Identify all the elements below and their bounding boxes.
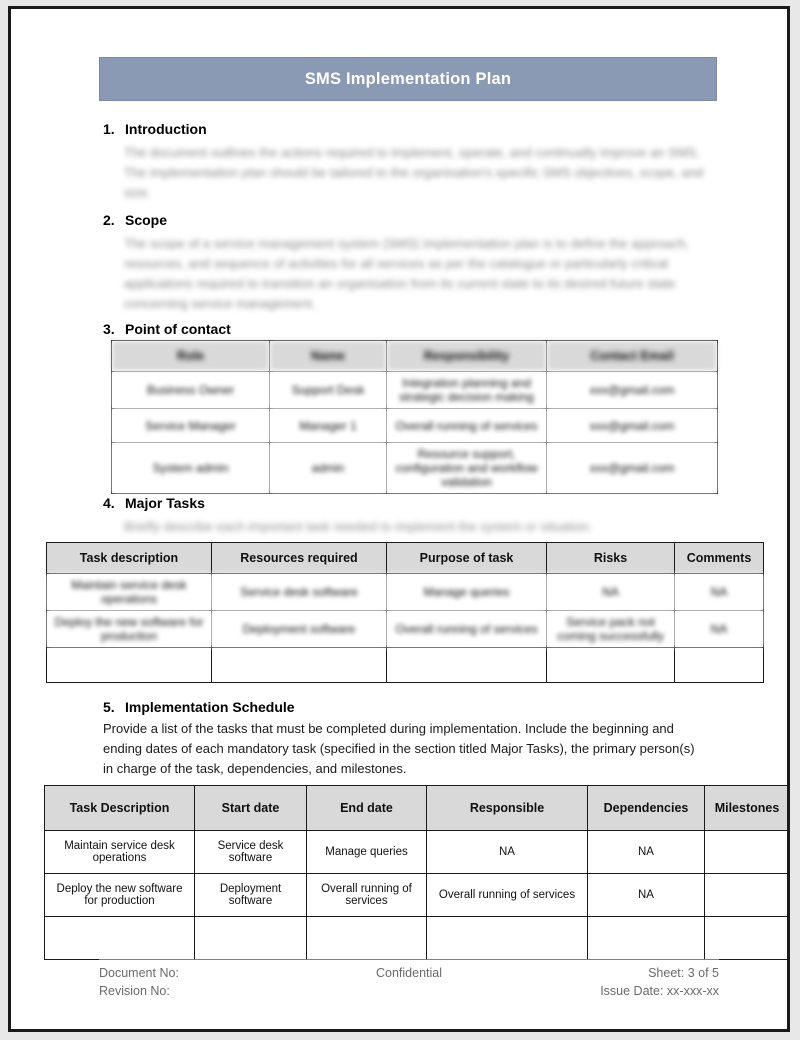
- table-row: [112, 443, 718, 494]
- cell-comments: NA: [675, 574, 764, 611]
- table-row: [45, 917, 790, 960]
- column-header-risks: Risks: [547, 543, 675, 574]
- column-header-task-description: Task description: [47, 543, 212, 574]
- column-header-responsibility: Responsibility: [387, 341, 547, 372]
- column-header-contact-email: Contact Email: [547, 341, 718, 372]
- implementation-schedule-line-1: Provide a list of the tasks that must be completed during implementation. Include the beginning and: [103, 721, 674, 736]
- table-row: [45, 831, 790, 874]
- implementation-schedule-body: [103, 719, 717, 779]
- cell-comments: [675, 648, 764, 683]
- column-header-end-date: End date: [307, 786, 427, 831]
- section-number: 4.: [103, 495, 115, 511]
- cell-milestones: [705, 831, 790, 874]
- section-title: Point of contact: [125, 321, 231, 337]
- cell-contact-email: xxx@gmail.com: [547, 443, 718, 494]
- cell-milestones: [705, 874, 790, 917]
- major-tasks-body: [124, 517, 717, 537]
- cell-name: Support Desk: [270, 372, 387, 409]
- section-number: 3.: [103, 321, 115, 337]
- cell-contact-email: xxx@gmail.com: [547, 409, 718, 443]
- table-row: [47, 648, 764, 683]
- footer-revision-no: Revision No:: [99, 984, 170, 998]
- cell-task-description: [45, 917, 195, 960]
- cell-risks: NA: [547, 574, 675, 611]
- document-title: SMS Implementation Plan: [304, 69, 512, 88]
- cell-risks: [547, 648, 675, 683]
- section-title: Major Tasks: [125, 495, 205, 511]
- implementation-schedule-table: [44, 785, 790, 960]
- table-row: [47, 574, 764, 611]
- document-title-banner: [99, 57, 717, 101]
- introduction-line-2: The implementation plan should be tailored to the organisation's specific SMS objectives, scope, and: [124, 165, 704, 180]
- scope-line-4: concerning service management.: [124, 296, 316, 311]
- section-heading-introduction: [103, 121, 207, 137]
- cell-name: admin: [270, 443, 387, 494]
- footer-divider: [99, 959, 719, 960]
- column-header-resources-required: Resources required: [212, 543, 387, 574]
- cell-responsibility: Resource support, configuration and workflow validation: [387, 443, 547, 494]
- section-title: Implementation Schedule: [125, 699, 295, 715]
- section-number: 2.: [103, 212, 115, 228]
- cell-purpose-of-task: [387, 648, 547, 683]
- table-row: [47, 611, 764, 648]
- cell-responsible: NA: [427, 831, 588, 874]
- cell-purpose-of-task: Overall running of services: [387, 611, 547, 648]
- cell-resources-required: Service desk software: [212, 574, 387, 611]
- scope-line-2: resources, and sequence of activities for all services as per the catalogue or particularly critical: [124, 256, 669, 271]
- cell-start-date: [195, 917, 307, 960]
- scope-line-1: The scope of a service management system (SMS) implementation plan is to define the approach,: [124, 236, 690, 251]
- section-number: 5.: [103, 699, 115, 715]
- cell-resources-required: Deployment software: [212, 611, 387, 648]
- cell-responsibility: Integration planning and strategic decision making: [387, 372, 547, 409]
- implementation-schedule-line-3: in charge of the task, dependencies, and milestones.: [103, 761, 407, 776]
- column-header-start-date: Start date: [195, 786, 307, 831]
- cell-resources-required: [212, 648, 387, 683]
- cell-task-description: Deploy the new software for production: [45, 874, 195, 917]
- cell-dependencies: NA: [588, 831, 705, 874]
- table-row: [45, 874, 790, 917]
- cell-risks: Service pack not coming successfully: [547, 611, 675, 648]
- cell-role: Service Manager: [112, 409, 270, 443]
- table-header-row: [47, 543, 764, 574]
- cell-name: Manager 1: [270, 409, 387, 443]
- cell-start-date: Deployment software: [195, 874, 307, 917]
- introduction-line-3: size.: [124, 185, 151, 200]
- cell-task-description: Maintain service desk operations: [45, 831, 195, 874]
- footer-sheet-number: Sheet: 3 of 5: [648, 966, 719, 980]
- cell-dependencies: [588, 917, 705, 960]
- footer-issue-date: Issue Date: xx-xxx-xx: [600, 984, 719, 998]
- column-header-role: Role: [112, 341, 270, 372]
- column-header-milestones: Milestones: [705, 786, 790, 831]
- cell-task-description: Maintain service desk operations: [47, 574, 212, 611]
- section-title: Scope: [125, 212, 168, 228]
- cell-task-description: Deploy the new software for production: [47, 611, 212, 648]
- cell-task-description: [47, 648, 212, 683]
- page-footer: [99, 964, 719, 1000]
- cell-role: System admin: [112, 443, 270, 494]
- cell-responsible: [427, 917, 588, 960]
- introduction-body: [124, 143, 717, 203]
- cell-purpose-of-task: Manage queries: [387, 574, 547, 611]
- cell-responsibility: Overall running of services: [387, 409, 547, 443]
- column-header-task-description: Task Description: [45, 786, 195, 831]
- footer-confidential: Confidential: [375, 966, 442, 980]
- column-header-name: Name: [270, 341, 387, 372]
- point-of-contact-table: [111, 340, 718, 494]
- section-heading-point-of-contact: [103, 321, 231, 337]
- cell-dependencies: NA: [588, 874, 705, 917]
- column-header-dependencies: Dependencies: [588, 786, 705, 831]
- document-page: [8, 6, 790, 1032]
- cell-start-date: Service desk software: [195, 831, 307, 874]
- column-header-purpose-of-task: Purpose of task: [387, 543, 547, 574]
- footer-document-no: Document No:: [99, 966, 179, 980]
- introduction-line-1: The document outlines the actions required to implement, operate, and continually improve an SMS.: [124, 145, 700, 160]
- column-header-comments: Comments: [675, 543, 764, 574]
- cell-contact-email: xxx@gmail.com: [547, 372, 718, 409]
- table-row: [112, 409, 718, 443]
- cell-role: Business Owner: [112, 372, 270, 409]
- cell-comments: NA: [675, 611, 764, 648]
- cell-end-date: Overall running of services: [307, 874, 427, 917]
- section-number: 1.: [103, 121, 115, 137]
- major-tasks-line-1: Briefly describe each important task needed to implement the system or situation.: [124, 519, 593, 534]
- scope-line-3: applications required to transition an organisation from its current state to its desired future state: [124, 276, 676, 291]
- table-header-row: [45, 786, 790, 831]
- section-heading-implementation-schedule: [103, 699, 295, 715]
- cell-end-date: Manage queries: [307, 831, 427, 874]
- section-heading-scope: [103, 212, 167, 228]
- cell-end-date: [307, 917, 427, 960]
- section-heading-major-tasks: [103, 495, 205, 511]
- major-tasks-table: [46, 542, 764, 683]
- cell-responsible: Overall running of services: [427, 874, 588, 917]
- section-title: Introduction: [125, 121, 207, 137]
- footer-row-top: [99, 964, 719, 982]
- cell-milestones: [705, 917, 790, 960]
- scope-body: [124, 234, 717, 314]
- column-header-responsible: Responsible: [427, 786, 588, 831]
- implementation-schedule-line-2: ending dates of each mandatory task (specified in the section titled Major Tasks), the primary person(s): [103, 741, 695, 756]
- footer-row-bottom: [99, 982, 719, 1000]
- table-header-row: [112, 341, 718, 372]
- table-row: [112, 372, 718, 409]
